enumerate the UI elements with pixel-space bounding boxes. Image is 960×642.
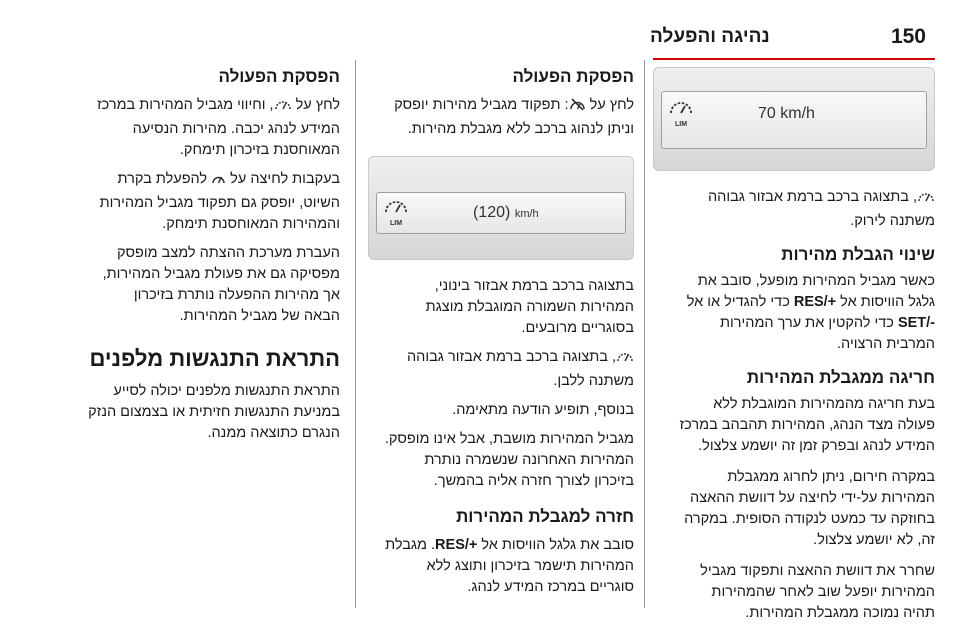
text: בסוגריים מרובעים.	[521, 320, 634, 336]
text: המהירות השמורה המוגבלת מוצגת	[425, 299, 634, 315]
left-column	[82, 60, 340, 444]
lim-label: LIM	[674, 121, 688, 128]
page-number: 150	[890, 25, 926, 48]
text: כאשר מגביל המהירות מופעל, סובב את	[697, 273, 935, 289]
section-heading: שינוי הגבלת מהירות	[781, 245, 935, 264]
speed-limiter-icon	[616, 349, 634, 371]
text: משתנה לירוק.	[850, 213, 935, 229]
text: וניתן לנהוג ברכב ללא מגבלת מהירות.	[407, 121, 634, 137]
text: כדי להגדיל או אל	[686, 294, 794, 310]
speed-limiter-icon	[917, 189, 935, 211]
res-key-label: RES/+	[435, 537, 478, 553]
display-speed-value: 70 km/h	[758, 105, 815, 122]
text: מפסיקה גם את פעולת מגביל המהירות,	[102, 266, 340, 282]
section-heading: הפסקת הפעולה	[512, 67, 634, 86]
text: העברת מערכת ההצתה למצב מופסק	[116, 245, 340, 261]
lim-label: LIM	[389, 220, 403, 227]
section-heading: הפסקת הפעולה	[218, 67, 340, 86]
section-heading: חזרה למגבלת המהירות	[456, 507, 634, 526]
text: בזיכרון לצורך חזרה אליה בהמשך.	[433, 473, 634, 489]
section-heading: התראת התנגשות מלפנים	[89, 346, 340, 371]
text: המידע לנהג יכבה. מהירות הנסיעה	[132, 121, 340, 137]
text: , וחיווי מגביל המהירות במרכז	[96, 97, 274, 113]
middle-column	[368, 60, 634, 598]
text: מגביל המהירות מושבת, אבל אינו מופסק.	[384, 431, 634, 447]
text: כדי להקטין את ערך המהירות	[719, 315, 898, 331]
text: המהירות תישמר בזיכרון ותוצג ללא	[426, 558, 634, 574]
text: בעת חריגה מהמהירות המוגבלת ללא	[713, 396, 935, 412]
paragraph	[653, 271, 935, 355]
text: לחץ על	[291, 97, 340, 113]
paragraph	[368, 535, 634, 598]
paragraph	[82, 95, 340, 161]
text: בעקבות לחיצה על	[226, 171, 340, 187]
paragraph	[368, 95, 634, 140]
speed-limiter-icon	[668, 98, 694, 128]
cruise-control-icon	[211, 172, 226, 193]
text: . מגבלת	[385, 537, 436, 553]
paragraph	[653, 394, 935, 457]
text: בתצוגה ברכב ברמת אבזור בינוני,	[434, 278, 634, 294]
text: : תפקוד מגביל מהירות יופסק	[394, 97, 569, 113]
text: הנגרם כתוצאה ממנה.	[207, 425, 340, 441]
paragraph	[368, 347, 634, 392]
speed-limiter-icon	[274, 97, 292, 119]
text: זה, לא יושמע צלצול.	[813, 532, 935, 548]
text: , בתצוגה ברכב ברמת אבזור גבוהה	[406, 349, 616, 365]
text: סובב את גלגל הוויסות אל	[477, 537, 634, 553]
section-heading: חריגה ממגבלת המהירות	[746, 368, 935, 387]
text: המרבית הרצויה.	[837, 336, 935, 352]
display-number: (120)	[473, 204, 511, 221]
right-column	[653, 60, 935, 624]
display-speed-value	[473, 202, 539, 225]
text: להפעלת בקרת	[117, 171, 212, 187]
text: הבאה של מגביל המהירות.	[179, 308, 340, 324]
text: במניעת התנגשות חזיתית או בצמצום הנזק	[88, 404, 340, 420]
text: , בתצוגה ברכב ברמת אבזור גבוהה	[707, 189, 917, 205]
text: בחוזקה עד כמעט לנקודה הסופית. במקרה	[684, 511, 935, 527]
text: סוגריים במרכז המידע לנהג.	[467, 579, 634, 595]
text: המהירות על-ידי לחיצה על דוושת ההאצה	[690, 490, 935, 506]
text: פעולה מצד הנהג, המהירות תהבהב במרכז	[679, 417, 935, 433]
running-title: נהיגה והפעלה	[650, 26, 770, 47]
speed-limiter-icon	[383, 197, 409, 227]
res-key-label: RES/+	[793, 294, 837, 310]
paragraph	[368, 276, 634, 339]
text: לחץ על	[585, 97, 634, 113]
text: המאוחסנת בזיכרון תימחק.	[179, 142, 340, 158]
text: והמהירות המאוחסנת תימחק.	[162, 216, 340, 232]
paragraph	[653, 187, 935, 232]
text: אך מהירות ההפעלה נותרת בזיכרון	[133, 287, 340, 303]
column-divider	[644, 60, 645, 608]
paragraph	[82, 243, 340, 327]
text: התראת התנגשות מלפנים יכולה לסייע	[113, 383, 340, 399]
text: במקרה חירום, ניתן לחרוג ממגבלת	[727, 469, 935, 485]
set-key-label: SET/-	[897, 315, 935, 331]
limiter-off-icon	[569, 97, 586, 119]
text: המידע לנהג ובפרק זמן זה יושמע צלצול.	[698, 438, 935, 454]
paragraph	[368, 429, 634, 492]
display-unit: km/h	[514, 208, 539, 220]
text: השיוט, יופסק גם תפקוד מגביל המהירות	[99, 195, 340, 211]
paragraph	[82, 169, 340, 235]
text: המהירות האחרונה שנשמרה נותרת	[424, 452, 634, 468]
text: המהירות יופעל שוב לאחר שהמהירות	[711, 584, 935, 600]
text: שחרר את דוושת ההאצה ותפקוד מגביל	[700, 563, 935, 579]
paragraph	[82, 381, 340, 444]
text: גלגל הוויסות אל	[836, 294, 935, 310]
paragraph	[653, 561, 935, 624]
text: משתנה ללבן.	[553, 373, 634, 389]
paragraph: בנוסף, תופיע הודעה מתאימה.	[452, 402, 634, 418]
column-divider	[355, 60, 356, 608]
page-header	[650, 22, 926, 52]
speed-display-70	[653, 67, 935, 171]
text: תהיה נמוכה ממגבלת המהירות.	[745, 605, 935, 621]
paragraph	[653, 467, 935, 551]
speed-display-120	[368, 156, 634, 260]
